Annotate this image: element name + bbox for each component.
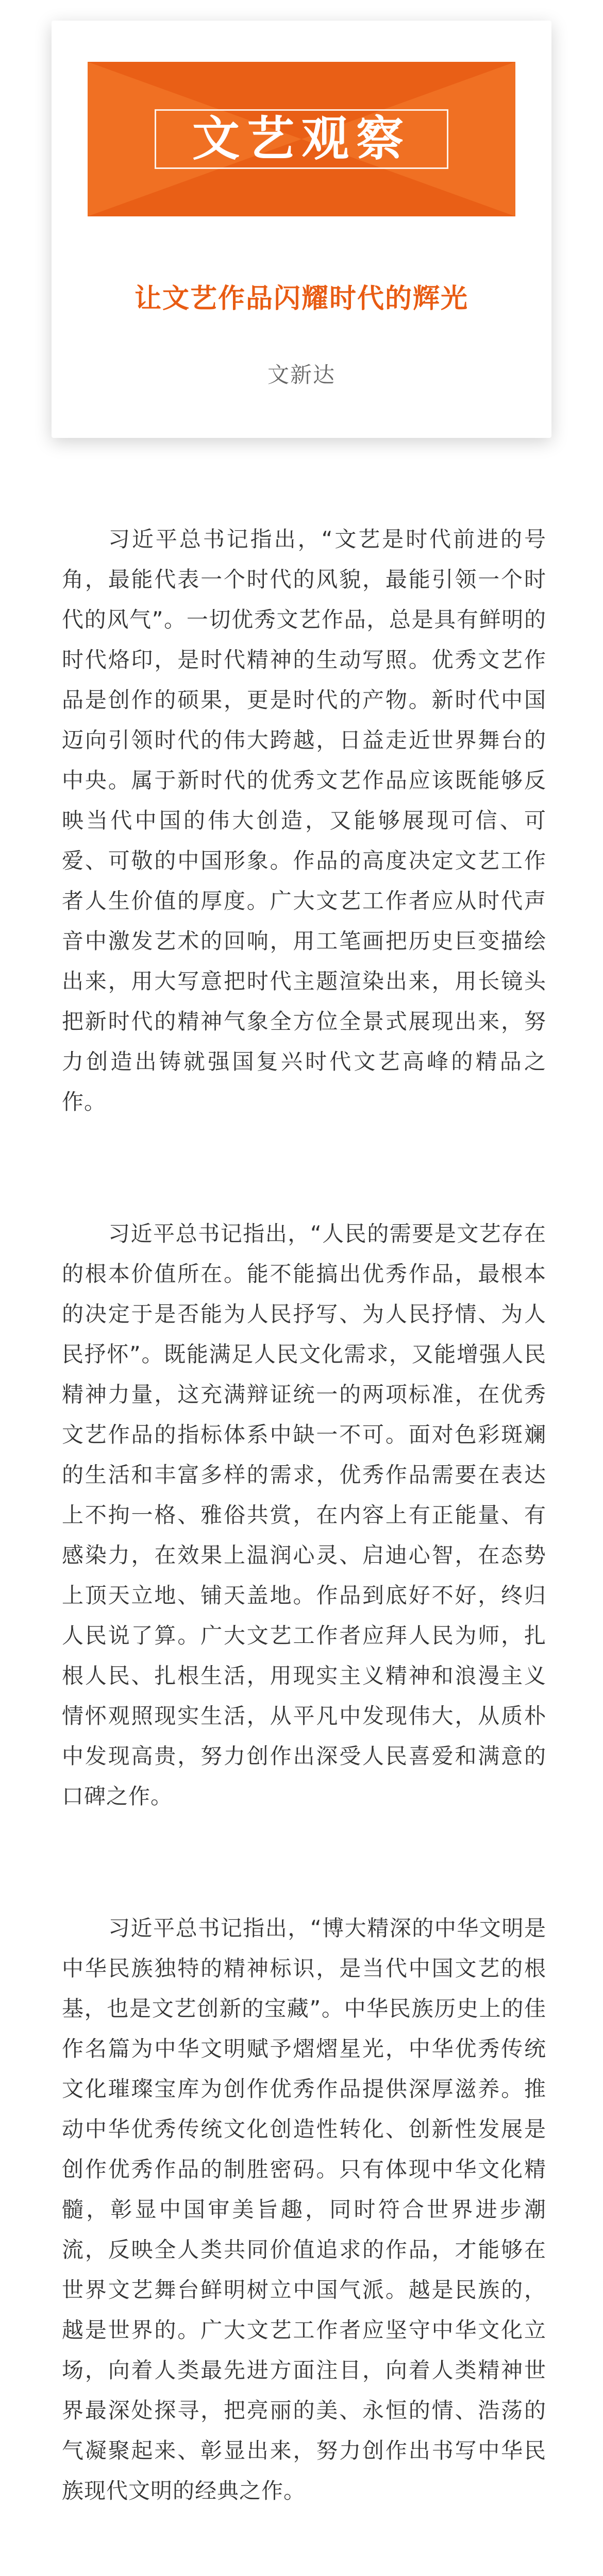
article-title: 让文艺作品闪耀时代的辉光 bbox=[134, 283, 468, 314]
article-body bbox=[62, 519, 546, 2576]
paragraph-2: 习近平总书记指出，“人民的需要是文艺存在的根本价值所在。能不能搞出优秀作品，最根本的决定于是否能为人民抒写、为人民抒情、为人民抒怀”。既能满足人民文化需求，又能增强人民精神力量，这充满辩证统一的两项标准，在优秀文艺作品的指标体系中缺一不可。面对色彩斑斓的生活和丰富多样的需求，优秀作品需要在表达上不拘一格、雅俗共赏，在内容上有正能量、有感染力，在效果上温润心灵、启迪心智，在态势上顶天立地、铺天盖地。作品到底好不好，终归人民说了算。广大文艺工作者应拜人民为师，扎根人民、扎根生活，用现实主义精神和浪漫主义情怀观照现实生活，从平凡中发现伟大，从质朴中发现高贵，努力创作出深受人民喜爱和满意的口碑之作。 bbox=[62, 1221, 546, 1809]
paragraph-3: 习近平总书记指出，“博大精深的中华文明是中华民族独特的精神标识，是当代中国文艺的根基，也是文艺创新的宝藏”。中华民族历史上的佳作名篇为中华文明赋予熠熠星光，中华优秀传统文化璀璨宝库为创作优秀作品提供深厚滋养。推动中华优秀传统文化创造性转化、创新性发展是创作优秀作品的制胜密码。只有体现中华文化精髓，彰显中国审美旨趣，同时符合世界进步潮流，反映全人类共同价值追求的作品，才能够在世界文艺舞台鲜明树立中国气派。越是民族的，越是世界的。广大文艺工作者应坚守中华文化立场，向着人类最先进方面注目，向着人类精神世界最深处探寻，把亮丽的美、永恒的情、浩荡的气凝聚起来、彰显出来，努力创作出书写中华民族现代文明的经典之作。 bbox=[62, 1916, 546, 2503]
paragraph-1: 习近平总书记指出，“文艺是时代前进的号角，最能代表一个时代的风貌，最能引领一个时代的风气”。一切优秀文艺作品，总是具有鲜明的时代烙印，是时代精神的生动写照。优秀文艺作品是创作的硕果，更是时代的产物。新时代中国迈向引领时代的伟大跨越，日益走近世界舞台的中央。属于新时代的优秀文艺作品应该既能够反映当代中国的伟大创造，又能够展现可信、可爱、可敬的中国形象。作品的高度决定文艺工作者人生价值的厚度。广大文艺工作者应从时代声音中激发艺术的回响，用工笔画把历史巨变描绘出来，用大写意把时代主题渲染出来，用长镜头把新时代的精神气象全方位全景式展现出来，努力创造出铸就强国复兴时代文艺高峰的精品之作。 bbox=[62, 527, 546, 1114]
column-banner bbox=[88, 62, 515, 216]
author-byline: 文新达 bbox=[267, 362, 336, 387]
column-name: 文艺观察 bbox=[192, 111, 411, 166]
header-card bbox=[52, 21, 551, 438]
